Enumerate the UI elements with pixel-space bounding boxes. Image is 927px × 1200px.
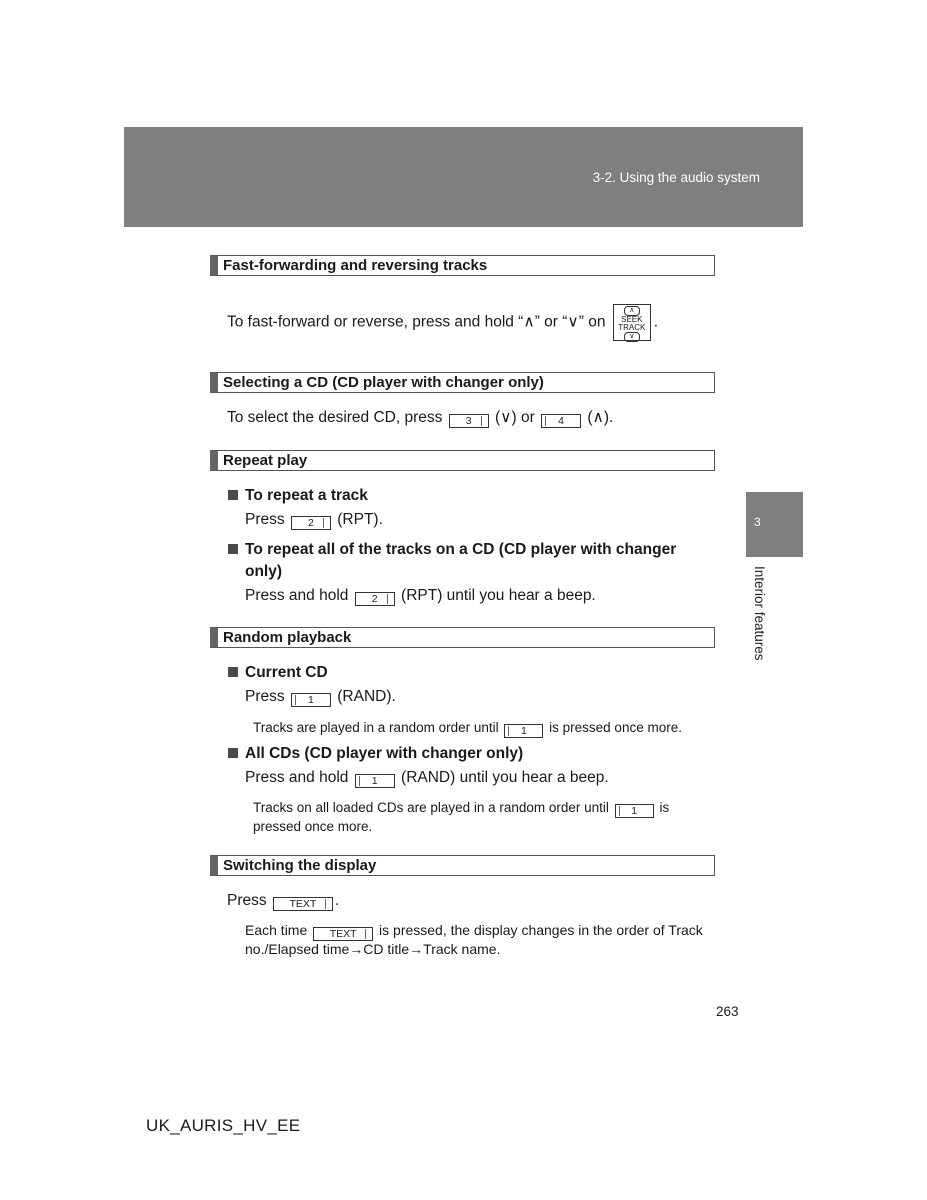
all-cds-rand: (RAND) until you hear a beep.: [401, 769, 609, 786]
seek-down-arrow-icon: ∨: [624, 332, 640, 342]
section-heading-selecting-cd: Selecting a CD (CD player with changer only): [210, 372, 715, 393]
button-4-icon: 4: [541, 414, 581, 428]
current-cd-title: Current CD: [245, 664, 328, 681]
square-bullet-icon: [228, 490, 238, 500]
all-cds-press-hold: Press and hold: [245, 769, 349, 786]
chapter-section-label: 3-2. Using the audio system: [592, 170, 760, 185]
page-number: 263: [716, 1004, 739, 1019]
repeat-track-rpt: (RPT).: [337, 511, 383, 528]
chapter-title-vertical: Interior features: [752, 566, 767, 661]
fast-forward-text: [227, 304, 658, 341]
display-note-line2: no./Elapsed time→CD title→Track name.: [245, 941, 501, 957]
current-cd-press: Press: [245, 688, 285, 705]
display-press: Press: [227, 892, 267, 909]
button-1-icon: 1: [504, 724, 543, 738]
repeat-track-title: To repeat a track: [245, 487, 368, 504]
all-cds-note: [253, 798, 713, 818]
display-note: [245, 921, 713, 941]
display-note-each-time: Each time: [245, 922, 308, 938]
section-heading-switching-display: Switching the display: [210, 855, 715, 876]
button-2-icon: 2: [291, 516, 331, 530]
repeat-all-instruction: [245, 586, 596, 606]
all-cds-note-text: Tracks on all loaded CDs are played in a random order until: [253, 800, 609, 815]
display-period: .: [334, 892, 340, 909]
selecting-cd-down-or: (∨) or: [495, 409, 535, 426]
section-heading-random-playback: Random playback: [210, 627, 715, 648]
button-1-icon: 1: [615, 804, 654, 818]
button-1-icon: 1: [355, 774, 395, 788]
button-3-icon: 3: [449, 414, 489, 428]
fast-forward-instruction: To fast-forward or reverse, press and hold “∧” or “∨” on: [227, 313, 606, 331]
seek-label: SEEK: [621, 315, 643, 324]
current-cd-instruction: [245, 687, 396, 707]
chapter-number: 3: [754, 515, 761, 529]
current-cd-bullet: [228, 663, 328, 683]
all-cds-note-is: is: [659, 800, 670, 815]
current-cd-note-end: is pressed once more.: [549, 720, 682, 735]
seek-up-arrow-icon: ∧: [624, 306, 640, 316]
text-button-icon: TEXT: [273, 897, 333, 911]
square-bullet-icon: [228, 748, 238, 758]
repeat-track-press: Press: [245, 511, 285, 528]
all-cds-title: All CDs (CD player with changer only): [245, 745, 524, 762]
button-1-icon: 1: [291, 693, 331, 707]
repeat-all-press-hold: Press and hold: [245, 587, 349, 604]
all-cds-note-line2: pressed once more.: [253, 819, 373, 834]
repeat-track-bullet: [228, 486, 368, 506]
repeat-all-bullet: [228, 540, 713, 560]
header-band: [124, 127, 803, 227]
current-cd-note-text: Tracks are played in a random order until: [253, 720, 499, 735]
selecting-cd-text: [227, 408, 613, 428]
chapter-tab: [746, 492, 803, 557]
selecting-cd-up: (∧).: [587, 409, 614, 426]
fast-forward-period: .: [653, 313, 659, 331]
display-note-text: is pressed, the display changes in the order of Track: [379, 922, 703, 938]
current-cd-note: [253, 718, 682, 738]
repeat-all-title-line2: only): [245, 563, 283, 580]
repeat-all-rpt: (RPT) until you hear a beep.: [401, 587, 596, 604]
repeat-all-title-line1: To repeat all of the tracks on a CD (CD player with changer: [245, 541, 677, 558]
text-button-icon: TEXT: [313, 927, 373, 941]
footer-document-code: UK_AURIS_HV_EE: [146, 1116, 301, 1135]
seek-track-button-icon: [613, 304, 651, 341]
all-cds-bullet: [228, 744, 523, 764]
square-bullet-icon: [228, 544, 238, 554]
selecting-cd-instruction: To select the desired CD, press: [227, 409, 443, 426]
display-instruction: [227, 891, 339, 911]
repeat-track-instruction: [245, 510, 383, 530]
button-2-icon: 2: [355, 592, 395, 606]
all-cds-instruction: [245, 768, 609, 788]
section-heading-fast-forward: Fast-forwarding and reversing tracks: [210, 255, 715, 276]
section-heading-repeat-play: Repeat play: [210, 450, 715, 471]
current-cd-rand: (RAND).: [337, 688, 396, 705]
track-label: TRACK: [618, 323, 646, 332]
square-bullet-icon: [228, 667, 238, 677]
